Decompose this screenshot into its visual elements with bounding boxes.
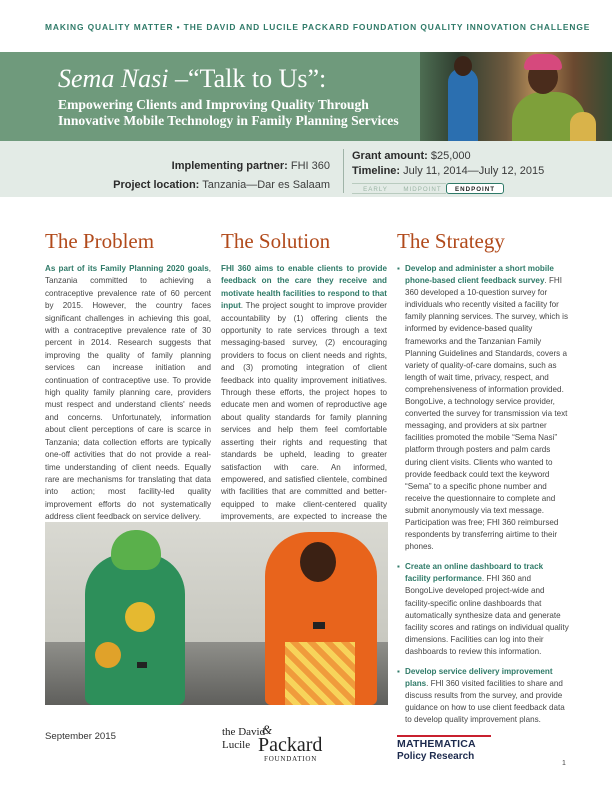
series-header bbox=[0, 0, 612, 52]
mathematica-logo: MATHEMATICA Policy Research bbox=[397, 735, 491, 765]
series-label: MAKING QUALITY MATTER • THE DAVID AND LUCILE PACKARD FOUNDATION QUALITY INNOVATION CHALLENGE bbox=[45, 22, 591, 32]
logo-rule bbox=[397, 735, 491, 737]
grant-value: $25,000 bbox=[430, 150, 471, 162]
strategy-lead: Develop service delivery improvement plans bbox=[405, 667, 553, 689]
problem-lead: As part of its Family Planning 2020 goals bbox=[45, 264, 209, 273]
stage-midpoint: MIDPOINT bbox=[399, 183, 446, 194]
strategy-list bbox=[397, 263, 569, 734]
photo-figure bbox=[570, 112, 596, 141]
list-item bbox=[397, 561, 569, 658]
grant-label: Grant amount: bbox=[352, 150, 428, 162]
solution-lead: FHI 360 aims to enable clients to provide feedback on the care they receive and motivate health facilities to respond to that input bbox=[221, 264, 387, 311]
photo-fabric-pattern bbox=[125, 602, 155, 632]
project-info-bar bbox=[0, 141, 612, 197]
strategy-body: . FHI 360 and BongoLive developed project-wide and facility-specific online dashboards that automatically synthesize data and generate facility scores and ratings on individual quality dimensions. Facilities can log into their dashboards to review this information. bbox=[405, 574, 569, 656]
strategy-heading: The Strategy bbox=[397, 229, 505, 253]
info-divider bbox=[343, 149, 344, 193]
page-title bbox=[58, 64, 326, 94]
stage-endpoint: ENDPOINT bbox=[446, 183, 504, 194]
project-details bbox=[113, 157, 330, 195]
problem-text bbox=[45, 263, 211, 524]
photo-phone bbox=[137, 662, 147, 668]
partner-value: FHI 360 bbox=[290, 160, 330, 172]
timeline-label: Timeline: bbox=[352, 165, 401, 177]
grant-details bbox=[352, 149, 544, 179]
list-item bbox=[397, 263, 569, 553]
partner-label: Implementing partner: bbox=[171, 160, 288, 172]
problem-heading: The Problem bbox=[45, 229, 155, 253]
timeline-value: July 11, 2014—July 12, 2015 bbox=[403, 165, 545, 177]
packard-foundation-logo: the David Lucile & Packard FOUNDATION bbox=[222, 722, 323, 763]
strategy-body: . FHI 360 developed a 10-question survey for individuals who recently visited a facility for family planning services. The survey, which is informed by evidence-based quality frameworks and the Tanzanian Family Planning Guidelines and Standards, covers a variety of quality-of-care domains, such as length of wait time, privacy, respect, and comprehensiveness of information provided. BongoLive, a technology service provider, converted the survey for transmission via text messaging, and providers at six partner facilities promoted the mobile “Sema Nasi” platform through posters and palm cards during client visits. Clients who wanted to provide feedback could text the keyword “Sema” to a specific phone number and receive the questionnaire to complete and submit anonymously via text message. Participation was free; FHI 360 reimbursed respondents by transferring airtime to their phones. bbox=[405, 276, 568, 552]
photo-figure bbox=[448, 68, 478, 141]
problem-body: , Tanzania committed to achieving a contraceptive prevalence rate of 60 percent by 2015. However, the country faces significant challenges in achieving this goal, with a contraceptive prevalence rate of 30 percent in 2014. Research suggests that improving the quality of family planning services can increase initiation and continuation of contraceptive use. To provide high quality family planning care, providers must respect and understand clients' needs and concerns. Unfortunately, information about client perceptions of care is scarce in Tanzania; data collection efforts are typically one-off activities that do not provide a real-time understanding of client needs. Equally rare are mechanisms for translating that data into action; most facility-led quality improvement efforts do not systematically address client feedback on service delivery. bbox=[45, 264, 211, 522]
stage-early: EARLY bbox=[352, 183, 399, 194]
photo-face-right bbox=[300, 542, 336, 582]
solution-heading: The Solution bbox=[221, 229, 331, 253]
photo-figure bbox=[524, 54, 562, 70]
location-value: Tanzania—Dar es Salaam bbox=[202, 179, 330, 191]
photo-fabric-pattern bbox=[285, 642, 355, 705]
photo-figure bbox=[454, 56, 472, 76]
photo-headwrap-left bbox=[111, 530, 161, 570]
list-item bbox=[397, 666, 569, 726]
title-rest: –“Talk to Us”: bbox=[168, 64, 327, 93]
clients-photo bbox=[45, 522, 388, 705]
photo-fabric-pattern bbox=[95, 642, 121, 668]
strategy-body: . FHI 360 visited facilities to share and discuss results from the survey, and provide guidance on how to use client feedback data to develop quality improvement plans. bbox=[405, 679, 565, 725]
strategy-lead: Create an online dashboard to track facility performance bbox=[405, 562, 544, 584]
photo-phone bbox=[313, 622, 325, 629]
solution-body: . The project sought to improve provider accountability by (1) offering clients the opportunity to rate services through a text messaging-based survey, (2) encouraging providers to focus on client needs and rights, and (3) promoting integration of client feedback into quality improvement initiatives. Through these efforts, the project hopes to educate men and women of reproductive age about quality standards for family planning services and help them feel comfortable asserting their rights and requesting that standards be upheld, leading to greater satisfaction with care. An informed, empowered, and satisfied clientele, combined with facilities that are committed and better-equipped to make client-centered quality improvements, are expected to increase the bbox=[221, 301, 387, 522]
title-italic: Sema Nasi bbox=[58, 64, 169, 93]
title-banner bbox=[0, 52, 612, 141]
location-label: Project location: bbox=[113, 179, 200, 191]
strategy-lead: Develop and administer a short mobile phone-based client feedback survey bbox=[405, 264, 554, 286]
publication-date: September 2015 bbox=[45, 731, 116, 742]
page-number: 1 bbox=[562, 760, 566, 767]
header-photo bbox=[420, 52, 612, 141]
timeline-stages bbox=[352, 183, 504, 194]
solution-text bbox=[221, 263, 387, 536]
page-subtitle: Empowering Clients and Improving Quality Through Innovative Mobile Technology in Family Planning Services bbox=[58, 97, 399, 128]
